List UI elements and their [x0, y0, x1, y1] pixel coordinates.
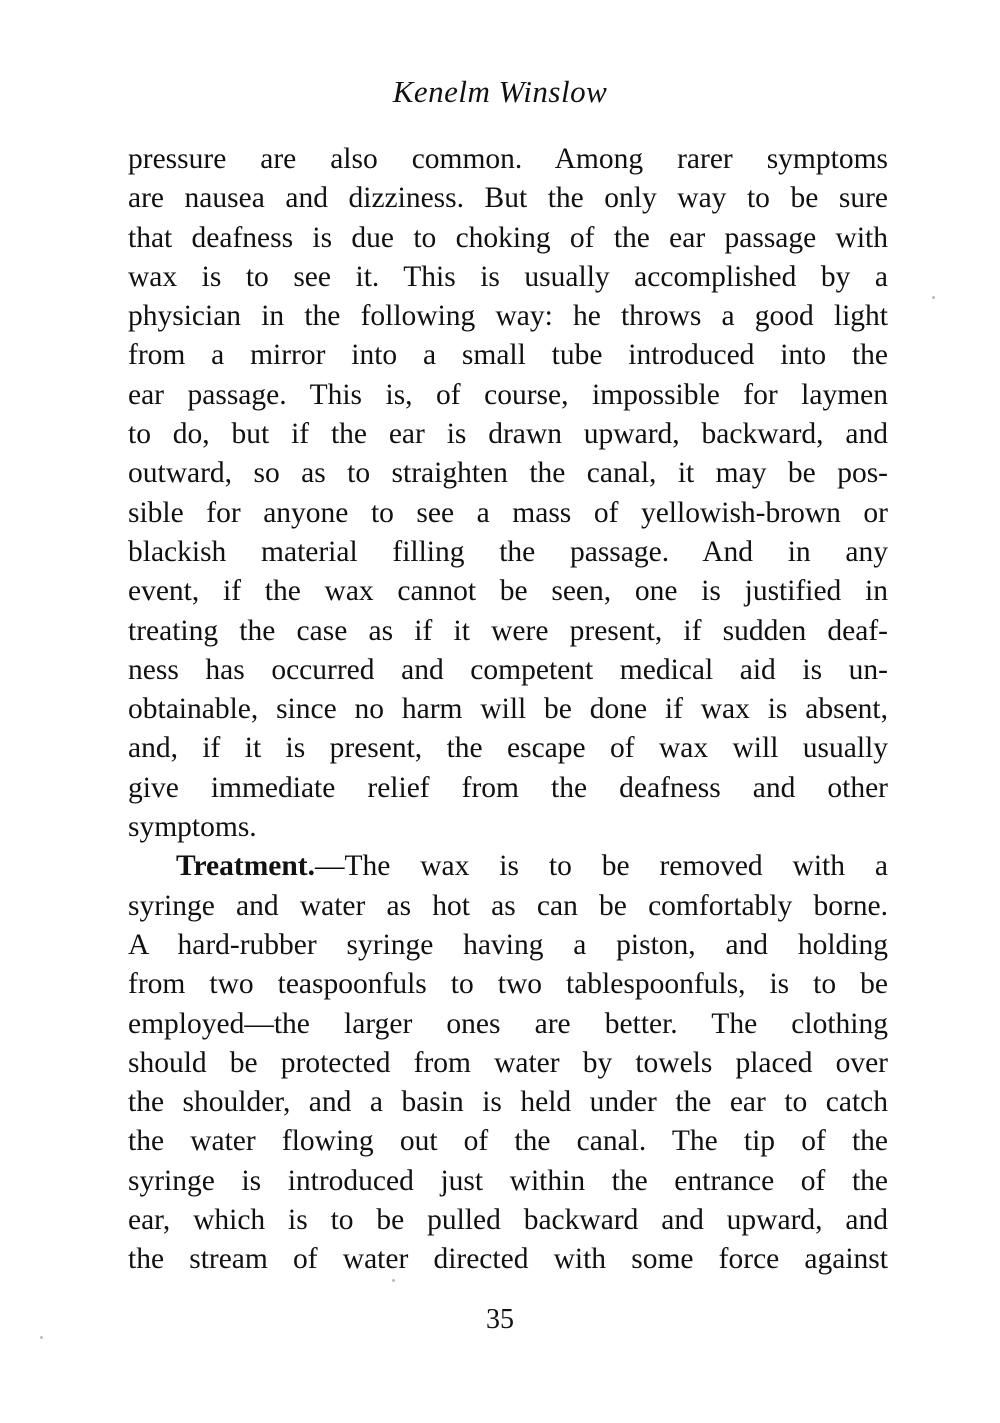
text-line: syringe is introduced just within the entrance of the — [128, 1164, 888, 1197]
text-line: ness has occurred and competent medical aid is un- — [128, 653, 888, 686]
text-line: event, if the wax cannot be seen, one is justified in — [128, 575, 888, 608]
text-line-first — [128, 847, 888, 886]
text-line: outward, so as to straighten the canal, it may be pos- — [128, 457, 888, 490]
paper-speck — [40, 1336, 43, 1339]
text-run: —The wax is to be removed with a — [315, 850, 888, 883]
text-line: should be protected from water by towels placed over — [128, 1046, 888, 1079]
text-line: from two teaspoonfuls to two tablespoonfuls, is to be — [128, 968, 888, 1001]
body-text — [128, 140, 888, 1280]
text-line: obtainable, since no harm will be done if wax is absent, — [128, 693, 888, 726]
text-line: the stream of water directed with some force against — [128, 1243, 888, 1276]
paragraph-treatment — [128, 847, 888, 1279]
text-line: ear, which is to be pulled backward and upward, and — [128, 1204, 888, 1237]
text-line: give immediate relief from the deafness and other — [128, 771, 888, 804]
text-line: blackish material filling the passage. And in any — [128, 535, 888, 568]
text-line: and, if it is present, the escape of wax will usually — [128, 732, 888, 765]
text-line: to do, but if the ear is drawn upward, backward, and — [128, 418, 888, 451]
text-line: wax is to see it. This is usually accomplished by a — [128, 260, 888, 293]
text-line: A hard-rubber syringe having a piston, and holding — [128, 928, 888, 961]
text-line: physician in the following way: he throws a good light — [128, 300, 888, 333]
text-line: treating the case as if it were present, if sudden deaf- — [128, 614, 888, 647]
text-line: the water flowing out of the canal. The tip of the — [128, 1125, 888, 1158]
text-line: ear passage. This is, of course, impossible for laymen — [128, 378, 888, 411]
paragraph-symptoms — [128, 140, 888, 847]
paper-speck — [392, 1279, 395, 1282]
text-line: that deafness is due to choking of the ear passage with — [128, 221, 888, 254]
text-line: employed—the larger ones are better. The clothing — [128, 1007, 888, 1040]
running-head: Kenelm Winslow — [392, 74, 608, 109]
text-line: from a mirror into a small tube introduced into the — [128, 339, 888, 372]
paper-speck — [932, 296, 935, 299]
text-line: the shoulder, and a basin is held under the ear to catch — [128, 1086, 888, 1119]
text-line: are nausea and dizziness. But the only way to be sure — [128, 182, 888, 215]
text-line: syringe and water as hot as can be comfortably borne. — [128, 889, 888, 922]
text-line: sible for anyone to see a mass of yellowish-brown or — [128, 496, 888, 529]
treatment-heading: Treatment. — [176, 850, 315, 883]
text-line: pressure are also common. Among rarer symptoms — [128, 143, 888, 175]
text-line: symptoms. — [128, 811, 257, 844]
page-number: 35 — [486, 1304, 514, 1335]
